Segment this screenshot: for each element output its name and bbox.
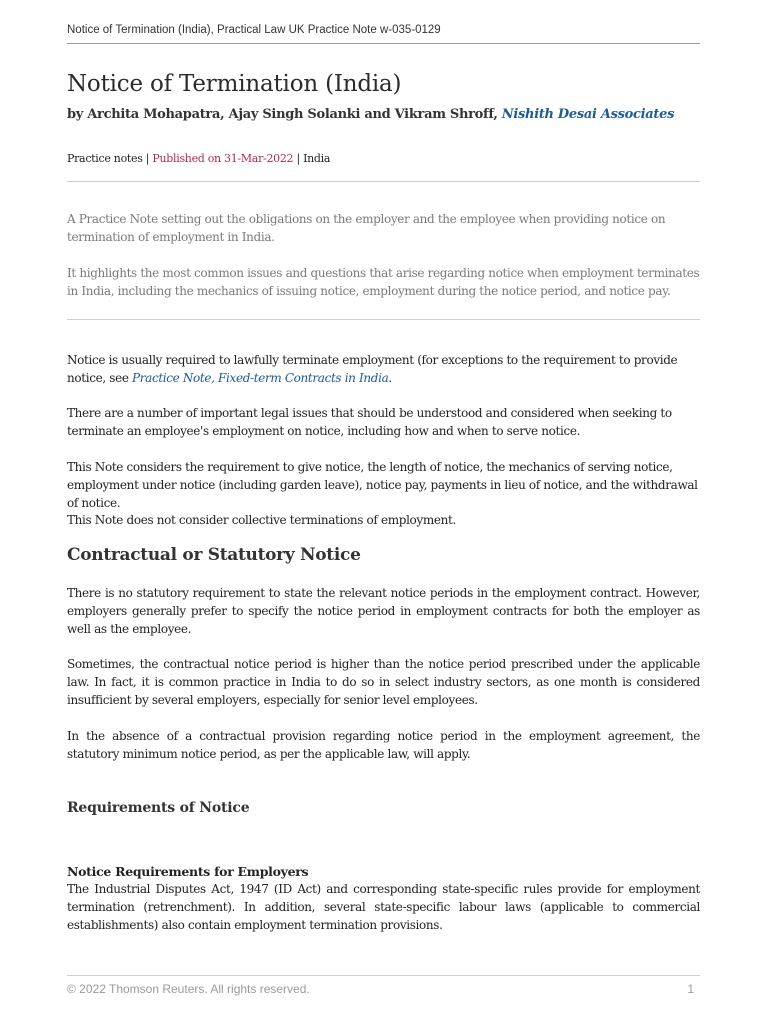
document-page <box>67 0 700 1024</box>
subheading-employer-requirements: Notice Requirements for Employers <box>67 864 309 879</box>
summary-paragraph: A Practice Note setting out the obligations on the employer and the employee when providing notice on termination of employment in India. <box>67 212 666 244</box>
meta-type: Practice notes <box>67 152 143 165</box>
footer-divider <box>67 975 700 976</box>
document-title: Notice of Termination (India) <box>67 71 402 97</box>
section1-paragraph-3: In the absence of a contractual provision regarding notice period in the employment agreement, the statutory minimum notice period, as per the applicable law, will apply. <box>67 729 700 761</box>
meta-separator: | <box>142 152 153 165</box>
byline-firm-link[interactable]: Nishith Desai Associates <box>501 107 675 122</box>
section2-paragraph-1: The Industrial Disputes Act, 1947 (ID Act) and corresponding state-specific rules provide for employment termination (retrenchment). In addition, several state-specific labour laws (applicable to commercial establishments) also contain employment termination provisions. <box>67 882 700 932</box>
footer-copyright: © 2022 Thomson Reuters. All rights reserved. <box>67 982 310 996</box>
section-heading-contractual-notice: Contractual or Statutory Notice <box>67 545 361 565</box>
document-meta <box>67 152 330 165</box>
page-number: 1 <box>687 982 694 996</box>
summary-paragraph: It highlights the most common issues and questions that arise regarding notice when employment terminates in India, including the mechanics of issuing notice, employment during the notice period, and notice pay. <box>67 266 700 298</box>
summary-bottom-divider <box>67 319 700 320</box>
fixed-term-contracts-link[interactable]: Practice Note, Fixed-term Contracts in India <box>132 371 389 385</box>
section1-paragraph-2: Sometimes, the contractual notice period is higher than the notice period prescribed under the applicable law. In fact, it is common practice in India to do so in select industry sectors, as one month is considered insufficient by several employers, especially for senior level employees. <box>67 657 700 707</box>
meta-separator: | <box>293 152 304 165</box>
paragraph-text: . <box>388 371 392 385</box>
byline <box>67 107 674 122</box>
meta-jurisdiction: India <box>303 152 331 165</box>
intro-paragraph-3: This Note considers the requirement to give notice, the length of notice, the mechanics of serving notice, employment under notice (including garden leave), notice pay, payments in lieu of notice, and the withdrawal of notice. <box>67 460 698 510</box>
meta-published-date: Published on 31-Mar-2022 <box>152 152 294 165</box>
intro-paragraph-1 <box>67 351 700 387</box>
byline-authors: by Archita Mohapatra, Ajay Singh Solanki and Vikram Shroff, <box>67 107 502 122</box>
header-divider <box>67 43 700 44</box>
summary-top-divider <box>67 181 700 182</box>
intro-paragraph-4: This Note does not consider collective terminations of employment. <box>67 513 456 527</box>
running-header: Notice of Termination (India), Practical Law UK Practice Note w-035-0129 <box>67 24 441 36</box>
section-heading-requirements: Requirements of Notice <box>67 800 250 816</box>
intro-paragraph-2: There are a number of important legal issues that should be understood and considered when seeking to terminate an employee's employment on notice, including how and when to serve notice. <box>67 406 672 438</box>
section1-paragraph-1: There is no statutory requirement to state the relevant notice periods in the employment contract. However, employers generally prefer to specify the notice period in employment contracts for both the employer as well as the employee. <box>67 586 700 636</box>
paragraph-text: Notice is usually required to lawfully terminate employment (for exceptions to the requirement to provide notice, see <box>67 353 678 385</box>
